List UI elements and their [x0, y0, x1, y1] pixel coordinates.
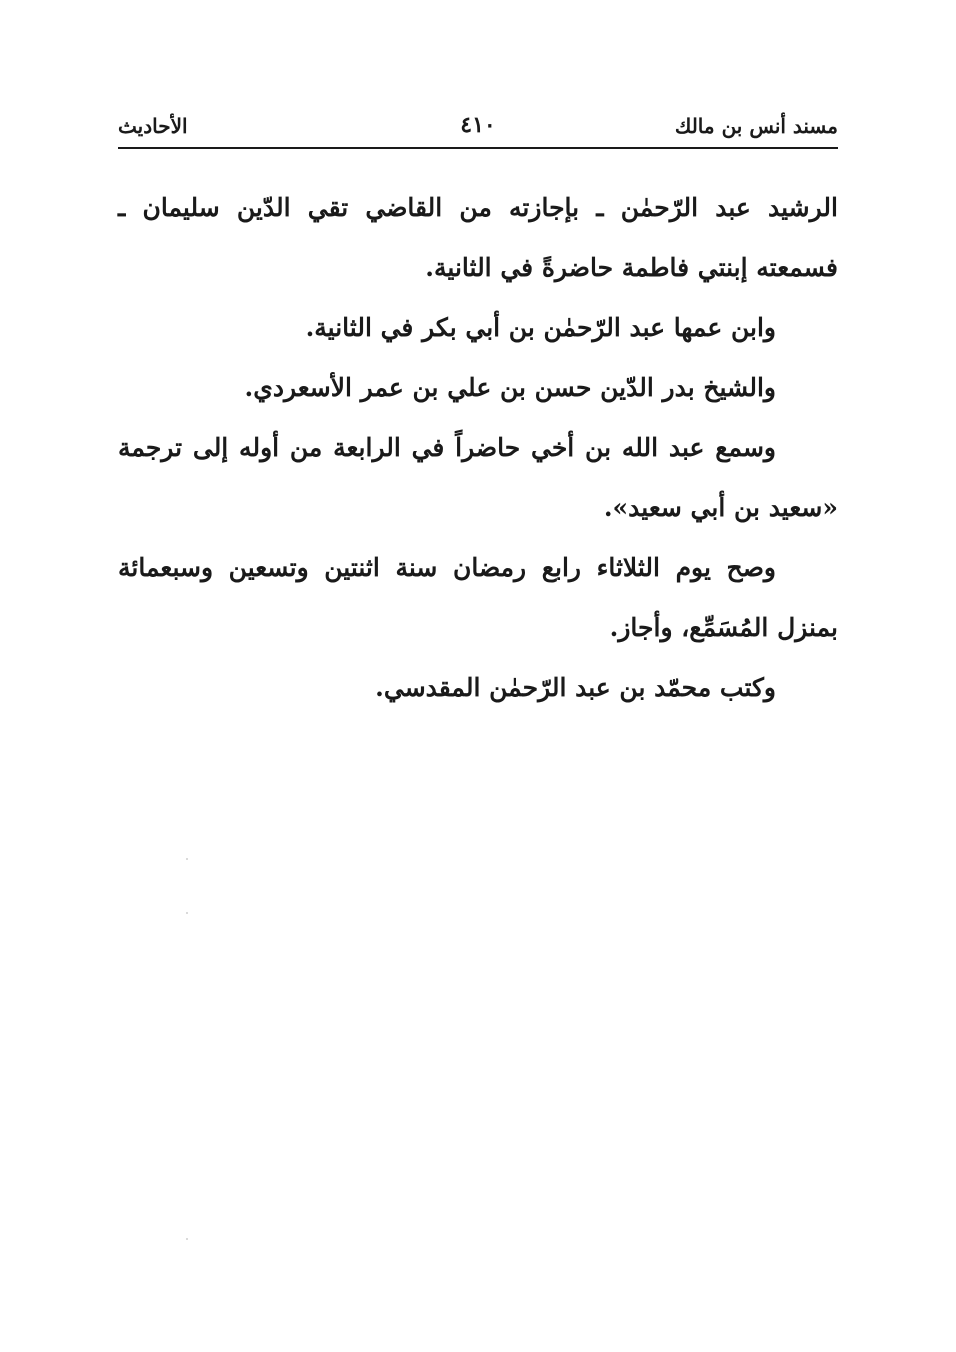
page-number: ٤١٠ — [460, 112, 496, 138]
paragraph-4: وسمع عبد الله بن أخي حاضراً في الرابعة من أوله إلى ترجمة «سعيد بن أبي سعيد». — [118, 433, 838, 522]
section-title: الأحاديث — [118, 114, 188, 138]
scan-speck — [186, 912, 188, 914]
scan-speck — [186, 1238, 188, 1240]
paragraph-1: الرشيد عبد الرّحمٰن ـ بإجازته من القاضي تقي الدّين سليمان ـ فسمعته إبنتي فاطمة حاضرةً في الثانية. — [118, 193, 838, 282]
scan-speck — [186, 858, 188, 860]
paragraph-5: وصح يوم الثلاثاء رابع رمضان سنة اثنتين وتسعين وسبعمائة بمنزل المُسَمِّع، وأجاز. — [118, 553, 838, 642]
book-title: مسند أنس بن مالك — [674, 114, 838, 138]
paragraph-6: وكتب محمّد بن عبد الرّحمٰن المقدسي. — [375, 673, 776, 702]
header-divider — [118, 147, 838, 149]
body-text — [118, 178, 838, 718]
running-header — [118, 110, 838, 146]
paragraph-3: والشيخ بدر الدّين حسن بن علي بن عمر الأسعردي. — [244, 373, 776, 402]
paragraph-2: وابن عمها عبد الرّحمٰن بن أبي بكر في الثانية. — [305, 313, 776, 342]
